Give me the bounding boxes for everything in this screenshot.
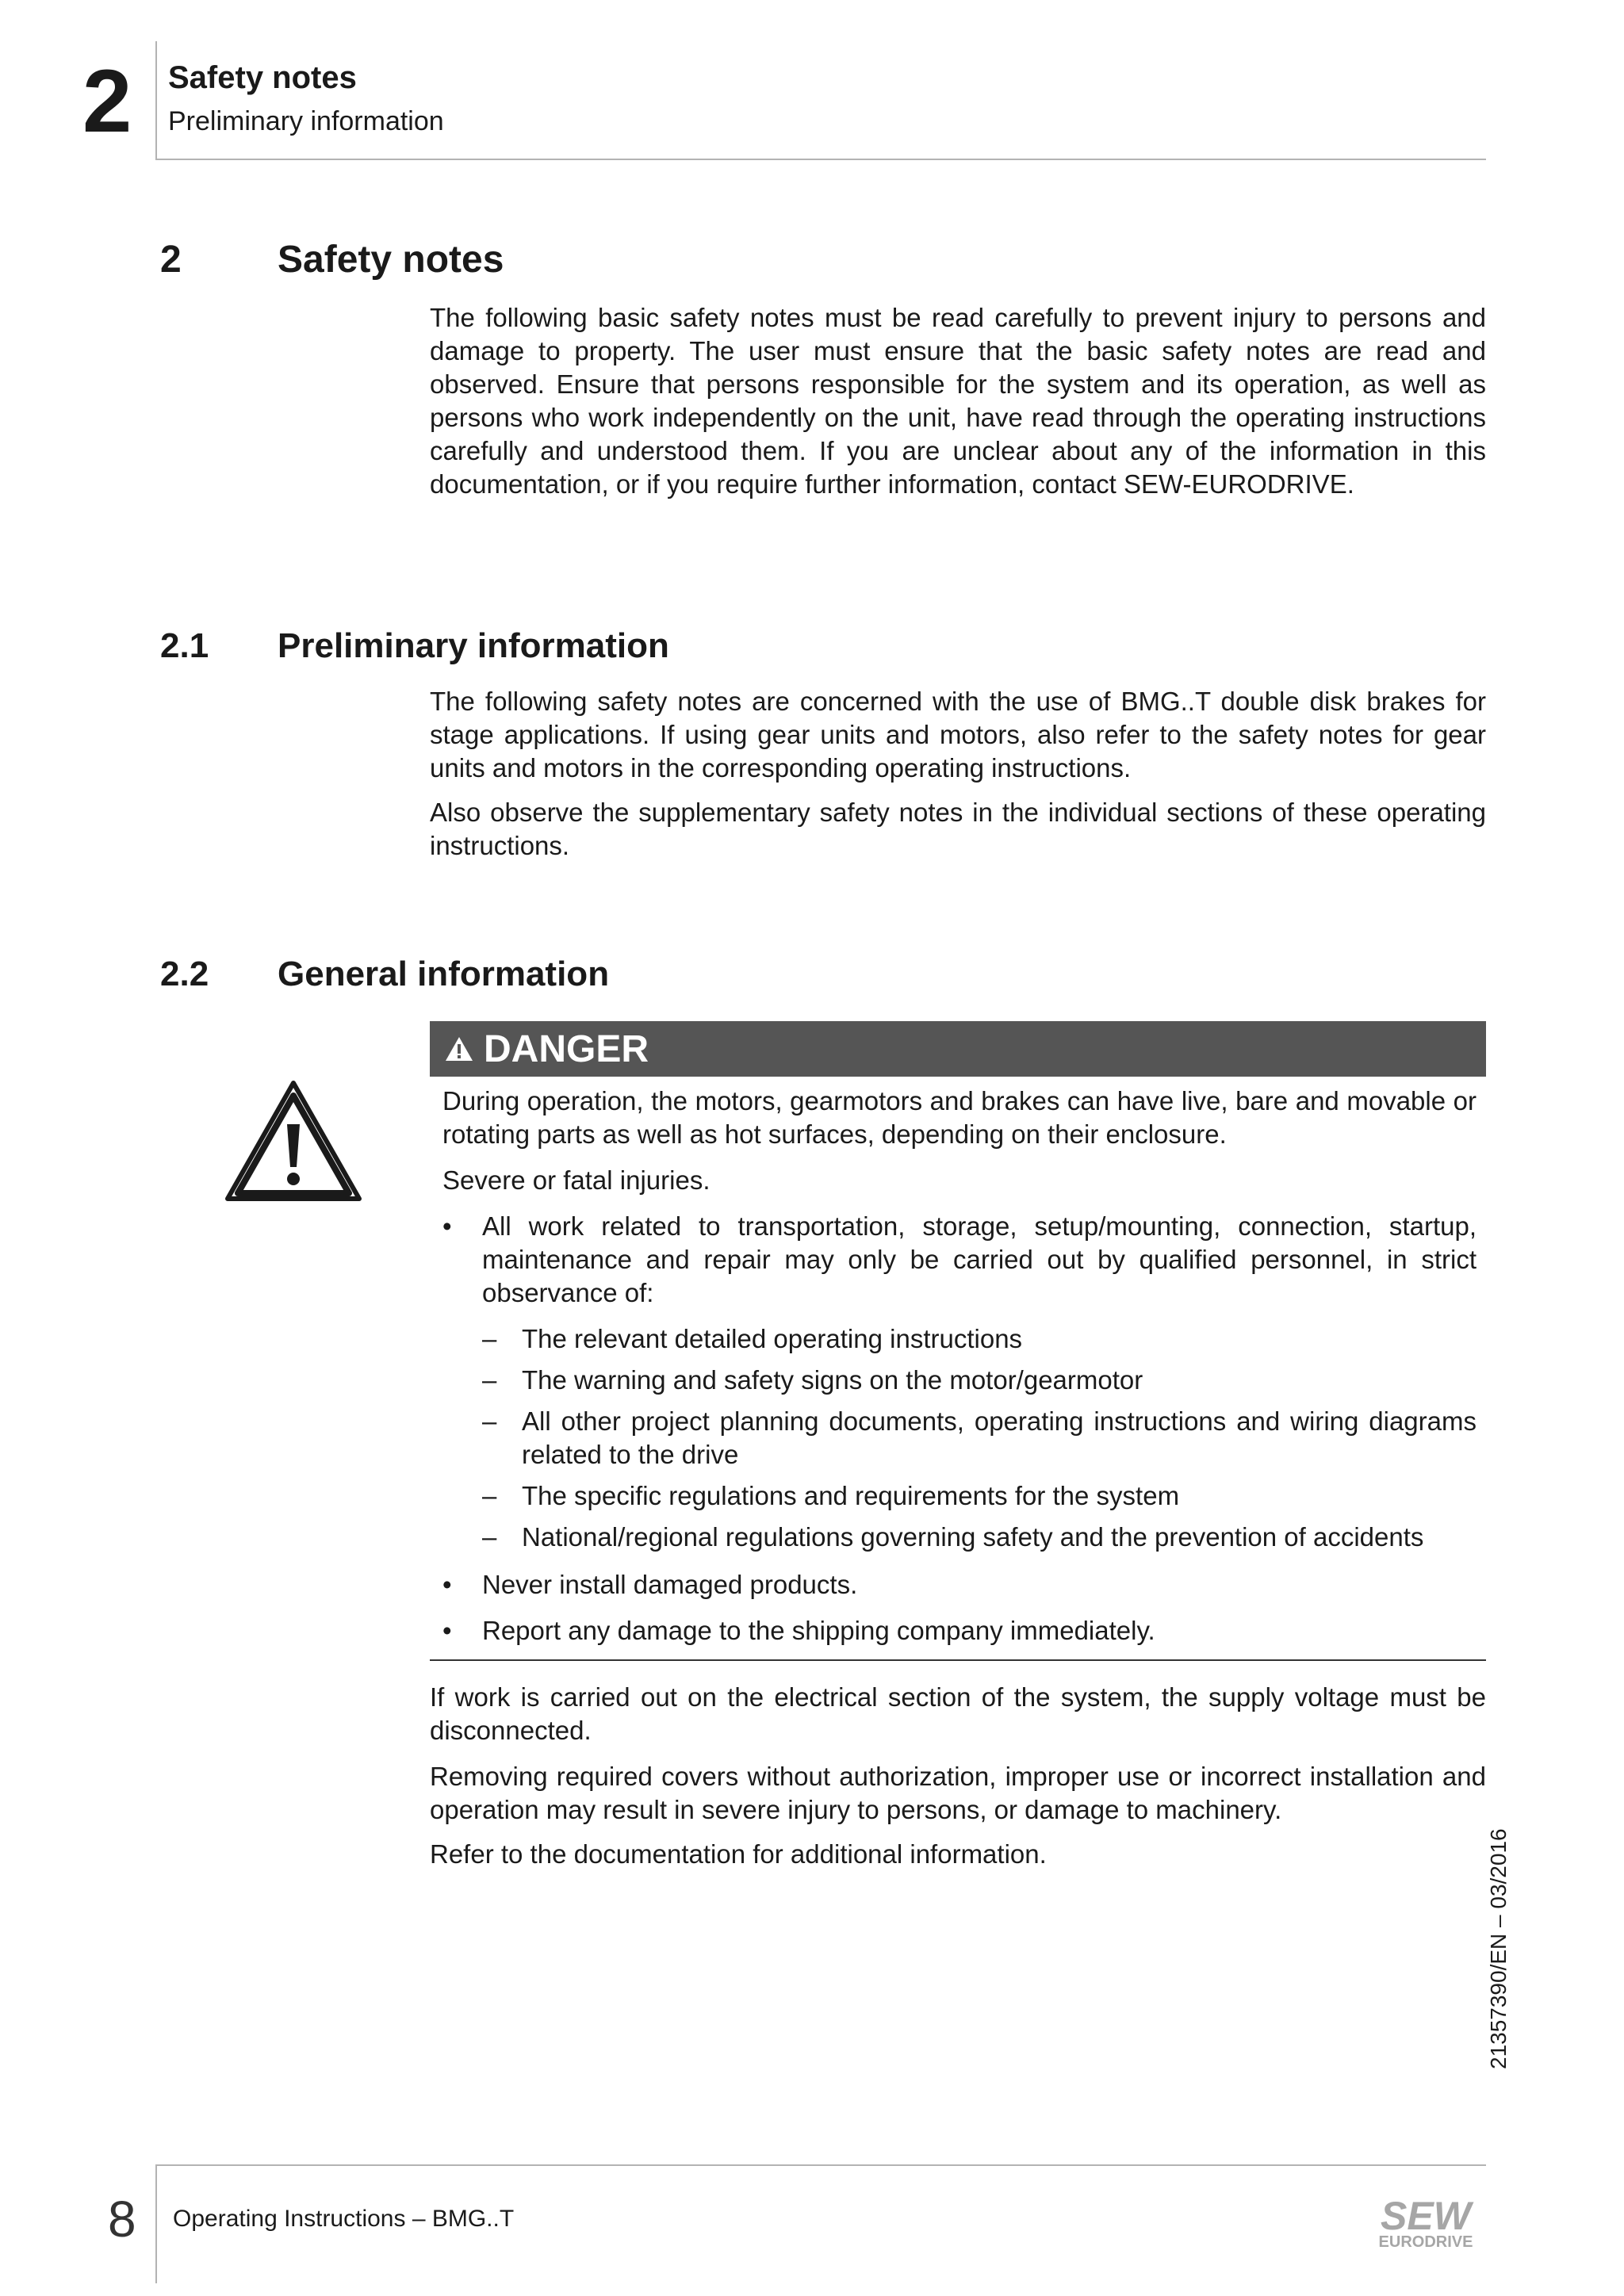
- list-item: [442, 1479, 1477, 1513]
- dash-icon: –: [482, 1522, 497, 1552]
- section-2-1-title: Preliminary information: [278, 626, 669, 665]
- section-2-2-title: General information: [278, 955, 610, 993]
- sub-item-text: All other project planning documents, operating instructions and wiring diagrams related to the drive: [522, 1406, 1477, 1469]
- bullet-icon: •: [442, 1211, 452, 1241]
- section-2-paragraph: The following basic safety notes must be read carefully to prevent injury to persons and damage to property. The user must ensure that the basic safety notes are read and observed. Ensure that persons responsible for the system and its operation, as well as persons who work independently on the unit, have read through the operating instructions carefully and understood them. If you are unclear about any of the information in this documentation, or if you require further information, contact SEW-EURODRIVE.: [430, 303, 1486, 499]
- header-divider-vertical: [155, 41, 157, 160]
- danger-content: [442, 1085, 1477, 1660]
- bullet-text: Report any damage to the shipping company immediately.: [482, 1616, 1155, 1645]
- sub-item-text: The warning and safety signs on the motor/gearmotor: [522, 1365, 1143, 1395]
- logo-bottom-text: EURODRIVE: [1378, 2233, 1473, 2250]
- sub-item-text: The relevant detailed operating instructions: [522, 1324, 1023, 1353]
- danger-label: DANGER: [484, 1027, 649, 1070]
- bullet-icon: •: [442, 1570, 452, 1599]
- list-item: [442, 1210, 1477, 1310]
- page-number: 8: [108, 2191, 136, 2248]
- logo-top-text: SEW: [1381, 2195, 1471, 2238]
- chapter-number: 2: [82, 52, 132, 151]
- bullet-icon: •: [442, 1616, 452, 1645]
- dash-icon: –: [482, 1406, 497, 1436]
- dash-icon: –: [482, 1481, 497, 1510]
- header-divider-horizontal: [155, 159, 1486, 160]
- section-2-1-number: 2.1: [160, 626, 209, 665]
- bullet-text: Never install damaged products.: [482, 1570, 858, 1599]
- list-item: [442, 1614, 1477, 1647]
- bullet-text: All work related to transportation, storage, setup/mounting, connection, startup, maintenance and repair may only be carried out by qualified personnel, in strict observance of:: [482, 1211, 1477, 1307]
- section-2-2-paragraph-2: Removing required covers without authorization, improper use or incorrect installation and operation may result in severe injury to persons, or damage to machinery.: [430, 1762, 1486, 1824]
- list-item: [442, 1568, 1477, 1601]
- header-subtitle: Preliminary information: [168, 106, 444, 136]
- sub-item-text: The specific regulations and requirements for the system: [522, 1481, 1180, 1510]
- list-item: [442, 1364, 1477, 1397]
- danger-header-bar: [430, 1021, 1486, 1077]
- section-2-number: 2: [160, 239, 182, 281]
- footer-divider-vertical: [155, 2164, 157, 2283]
- warning-triangle-icon: [444, 1035, 474, 1063]
- danger-end-divider: [430, 1659, 1486, 1661]
- list-item: [442, 1405, 1477, 1471]
- document-id: 21357390/EN – 03/2016: [1486, 1828, 1511, 2069]
- section-2-title: Safety notes: [278, 239, 504, 281]
- section-2-2-paragraph-3: Refer to the documentation for additional information.: [430, 1839, 1047, 1869]
- sew-eurodrive-logo: [1364, 2195, 1488, 2250]
- dash-icon: –: [482, 1365, 497, 1395]
- warning-sign-icon: [224, 1078, 363, 1203]
- section-2-1-paragraph-2: Also observe the supplementary safety notes in the individual sections of these operating instructions.: [430, 798, 1486, 860]
- section-2-2-paragraph-1: If work is carried out on the electrical section of the system, the supply voltage must be disconnected.: [430, 1682, 1486, 1745]
- danger-consequence: Severe or fatal injuries.: [442, 1165, 710, 1195]
- list-item: [442, 1322, 1477, 1356]
- sub-item-text: National/regional regulations governing safety and the prevention of accidents: [522, 1522, 1424, 1552]
- danger-intro: During operation, the motors, gearmotors and brakes can have live, bare and movable or rotating parts as well as hot surfaces, depending on their enclosure.: [442, 1086, 1477, 1149]
- dash-icon: –: [482, 1324, 497, 1353]
- section-2-2-number: 2.2: [160, 955, 209, 993]
- header-title: Safety notes: [168, 60, 357, 95]
- footer-text: Operating Instructions – BMG..T: [173, 2206, 515, 2232]
- section-2-1-paragraph-1: The following safety notes are concerned with the use of BMG..T double disk brakes for stage applications. If using gear units and motors, also refer to the safety notes for gear units and motors in the corresponding operating instructions.: [430, 687, 1486, 783]
- footer-divider-horizontal: [155, 2164, 1486, 2166]
- list-item: [442, 1521, 1477, 1554]
